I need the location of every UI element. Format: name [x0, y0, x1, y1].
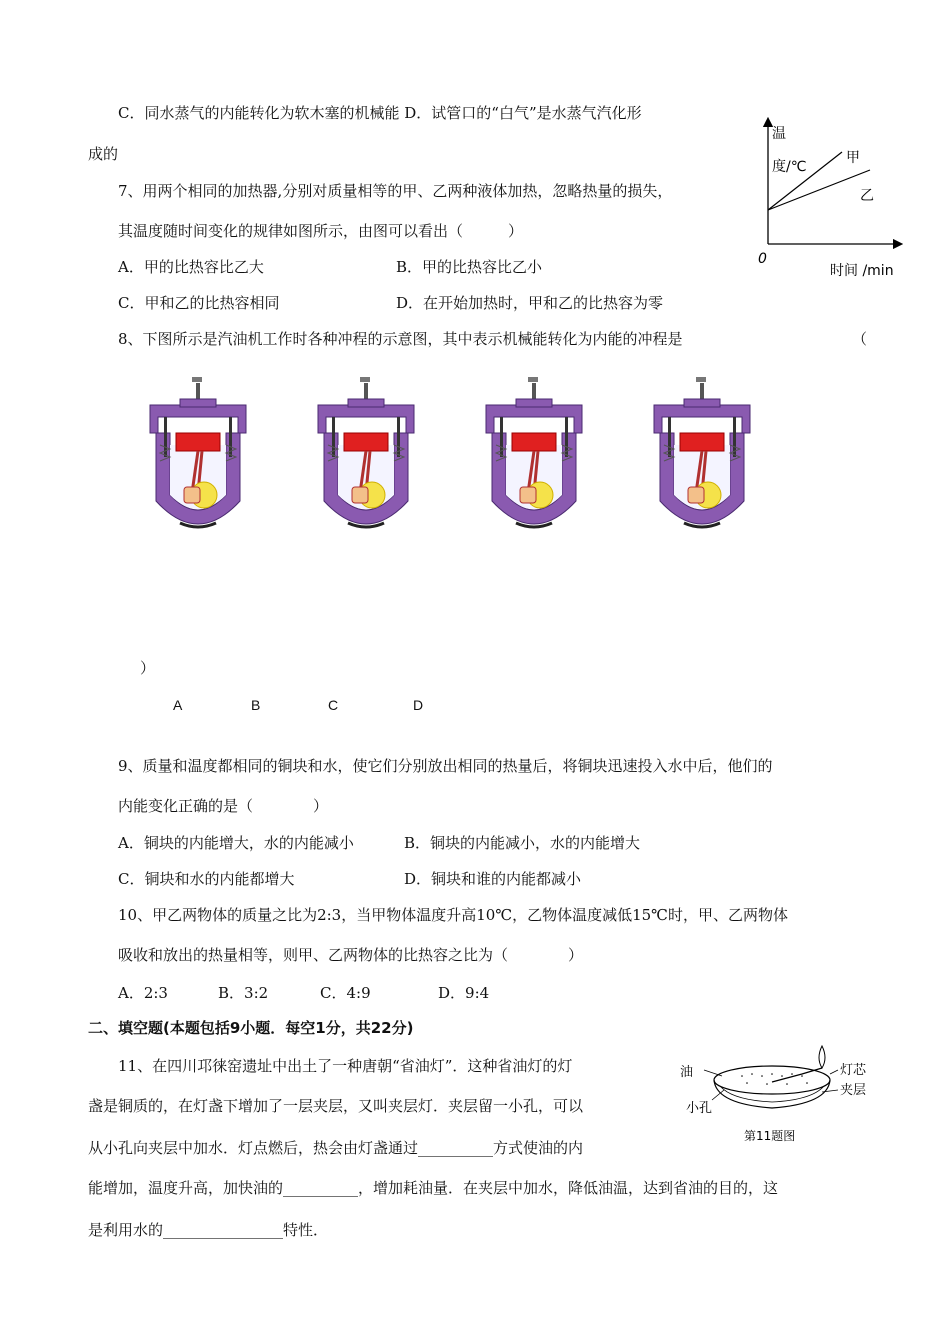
q10-stem-line1: 10、甲乙两物体的质量之比为2:3，当甲物体温度升高10℃，乙物体温度减低15℃时，甲、乙两物体 — [118, 906, 788, 924]
label-hole: 小孔 — [686, 1101, 713, 1116]
series-yi-line — [768, 170, 870, 210]
q9-option-b: B．铜块的内能减小，水的内能增大 — [404, 834, 641, 852]
engine-d — [654, 377, 750, 527]
q11-line4: 能增加，温度升高，加快油的__________，增加耗油量．在夹层中加水，降低油温，达到省油的目的，这 — [88, 1179, 779, 1197]
q7-option-a: A．甲的比热容比乙大 — [118, 258, 264, 276]
engine-a — [150, 377, 246, 527]
y-label-line2: 度/℃ — [772, 159, 807, 175]
q8-stem: 8、下图所示是汽油机工作时各种冲程的示意图，其中表示机械能转化为内能的冲程是 — [118, 330, 683, 348]
q11-line2: 盏是铜质的，在灯盏下增加了一层夹层，又叫夹层灯．夹层留一小孔，可以 — [88, 1097, 584, 1115]
q8-close-paren: ） — [140, 659, 156, 677]
q11-line1: 11、在四川邛徕窑遗址中出土了一种唐朝“省油灯”．这种省油灯的灯 — [118, 1057, 573, 1075]
q10-option-c: C．4:9 — [320, 984, 371, 1002]
q9-stem-line2: 内能变化正确的是（ ） — [118, 797, 329, 815]
label-oil: 油 — [680, 1065, 694, 1080]
x-label: 时间 /min — [830, 263, 894, 279]
q7-option-c: C．甲和乙的比热容相同 — [118, 294, 280, 312]
label-layer: 夹层 — [840, 1083, 867, 1098]
q7-stem-line1: 7、用两个相同的加热器,分别对质量相等的甲、乙两种液体加热，忽略热量的损失， — [118, 182, 673, 200]
q8-label-d: D — [413, 697, 424, 713]
q8-open-paren: （ — [852, 330, 868, 348]
q10-option-d: D．9:4 — [438, 984, 490, 1002]
origin-label: 0 — [758, 251, 767, 267]
q6-option-c: C．同水蒸气的内能转化为软木塞的机械能 D．试管口的“白气”是水蒸气汽化形 — [118, 104, 642, 122]
q11-line3: 从小孔向夹层中加水．灯点燃后，热会由灯盏通过__________方式使油的内 — [88, 1139, 584, 1157]
q10-stem-line2: 吸收和放出的热量相等，则甲、乙两物体的比热容之比为（ ） — [118, 946, 584, 964]
q8-label-b: B — [251, 697, 261, 713]
q7-stem-line2: 其温度随时间变化的规律如图所示，由图可以看出（ ） — [118, 222, 524, 240]
q10-option-b: B．3:2 — [218, 984, 269, 1002]
q9-option-a: A．铜块的内能增大，水的内能减小 — [118, 834, 354, 852]
series-jia-label: 甲 — [846, 150, 860, 166]
q10-option-a: A．2:3 — [118, 984, 168, 1002]
series-yi-label: 乙 — [860, 188, 874, 204]
engine-b — [318, 377, 414, 527]
q6-option-c-cont: 成的 — [88, 145, 119, 163]
engine-c — [486, 377, 582, 527]
q7-option-b: B．甲的比热容比乙小 — [396, 258, 543, 276]
q7-option-d: D．在开始加热时，甲和乙的比热容为零 — [396, 294, 664, 312]
q9-stem-line1: 9、质量和温度都相同的铜块和水，使它们分别放出相同的热量后，将铜块迅速投入水中后，他们的 — [118, 757, 773, 775]
q11-line5: 是利用水的________________特性． — [88, 1221, 329, 1239]
section2-title: 二、填空题(本题包括9小题．每空1分，共22分) — [88, 1019, 414, 1037]
q9-option-c: C．铜块和水的内能都增大 — [118, 870, 295, 888]
q8-label-a: A — [173, 697, 183, 713]
engine-stroke-diagrams — [140, 375, 760, 545]
lamp-flame-icon — [819, 1046, 825, 1068]
oil-lamp-figure — [672, 1028, 882, 1148]
q7-temperature-graph — [740, 112, 910, 282]
q8-label-c: C — [328, 697, 339, 713]
figure-caption: 第11题图 — [744, 1129, 796, 1143]
q9-option-d: D．铜块和谁的内能都减小 — [404, 870, 582, 888]
label-wick: 灯芯 — [840, 1063, 867, 1078]
y-label-line1: 温 — [772, 126, 786, 142]
